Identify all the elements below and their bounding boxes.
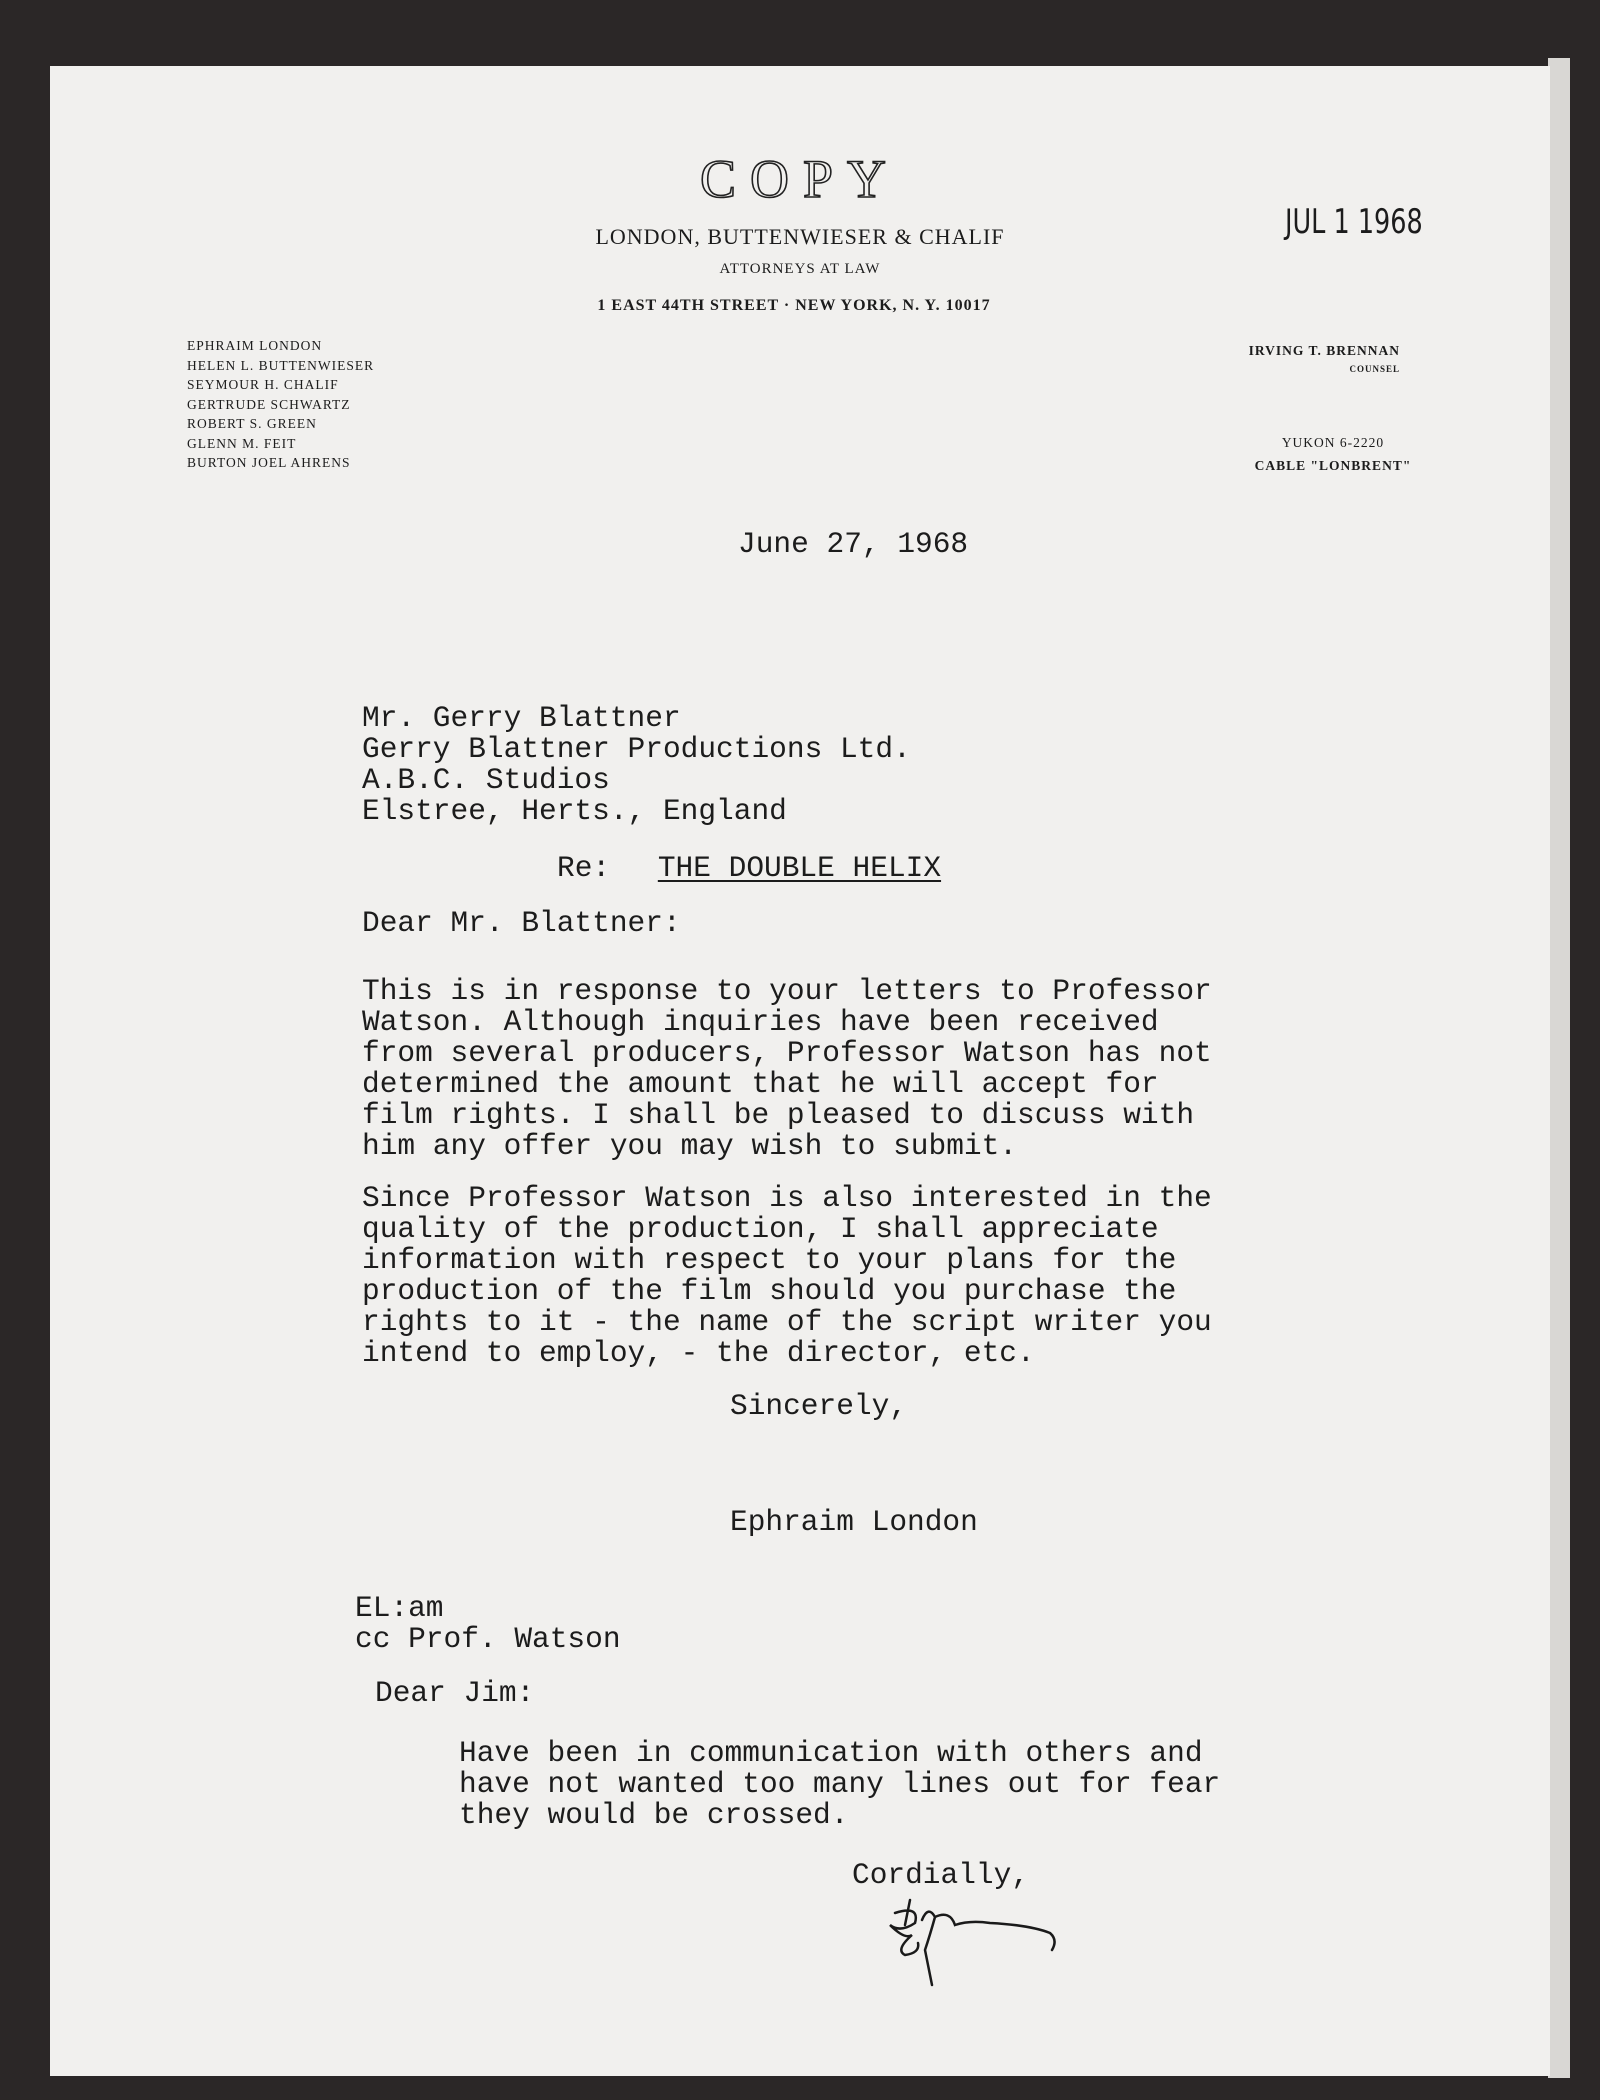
re-label: Re:: [557, 851, 611, 885]
letter-date: June 27, 1968: [738, 527, 969, 561]
address-line: Elstree, Herts., England: [362, 794, 787, 828]
text-line: from several producers, Professor Watson has not: [362, 1036, 1212, 1070]
text-line: Have been in communication with others and: [459, 1736, 1203, 1770]
text-line: information with respect to your plans for the: [362, 1243, 1177, 1277]
address-line: Gerry Blattner Productions Ltd.: [362, 732, 911, 766]
text-line: determined the amount that he will accept for: [362, 1067, 1159, 1101]
text-line: rights to it - the name of the script writer you: [362, 1305, 1212, 1339]
partner-name: GERTRUDE SCHWARTZ: [187, 396, 351, 412]
page-edge: [1548, 58, 1570, 2078]
partner-name: SEYMOUR H. CHALIF: [187, 377, 339, 392]
text-line: film rights. I shall be pleased to discuss with: [362, 1098, 1195, 1132]
typist-initials: EL:am: [355, 1591, 444, 1625]
phone-number: YUKON 6-2220: [1281, 435, 1385, 450]
text-line: Watson. Although inquiries have been received: [362, 1005, 1159, 1039]
text-line: him any offer you may wish to submit.: [362, 1129, 1018, 1163]
postscript-body: [459, 1738, 1220, 1831]
text-line: they would be crossed.: [459, 1798, 849, 1832]
counsel-name: IRVING T. BRENNAN: [1248, 343, 1400, 358]
partner-name: BURTON JOEL AHRENS: [187, 455, 351, 470]
firm-address: 1 EAST 44TH STREET · NEW YORK, N. Y. 10017: [597, 297, 991, 314]
closing: Sincerely,: [730, 1389, 908, 1423]
paragraph-1: [362, 976, 1212, 1162]
postscript-salutation: Dear Jim:: [375, 1676, 535, 1710]
text-line: This is in response to your letters to Professor: [362, 974, 1212, 1008]
partner-name: HELEN L. BUTTENWIESER: [187, 357, 375, 373]
partner-name: GLENN M. FEIT: [187, 435, 297, 451]
salutation: Dear Mr. Blattner:: [362, 906, 681, 940]
postscript-closing: Cordially,: [852, 1858, 1030, 1892]
partner-name: ROBERT S. GREEN: [187, 416, 317, 431]
partners-list: [187, 336, 374, 473]
text-line: Since Professor Watson is also interested in the: [362, 1181, 1212, 1215]
partner-name: EPHRAIM LONDON: [187, 338, 323, 353]
firm-subtitle: ATTORNEYS AT LAW: [719, 261, 881, 277]
address-line: A.B.C. Studios: [362, 763, 610, 797]
re-title: THE DOUBLE HELIX: [657, 851, 942, 885]
re-line: [557, 853, 941, 884]
counsel-title: COUNSEL: [1349, 364, 1400, 374]
text-line: quality of the production, I shall appreciate: [362, 1212, 1159, 1246]
address-line: Mr. Gerry Blattner: [362, 701, 681, 735]
cable-address: CABLE "LONBRENT": [1254, 458, 1412, 473]
text-line: have not wanted too many lines out for fear: [459, 1767, 1221, 1801]
received-stamp: JUL 1 1968: [1285, 202, 1423, 242]
cc-line: cc Prof. Watson: [355, 1622, 621, 1656]
recipient-address: [362, 703, 911, 827]
handwritten-signature: [880, 1895, 1080, 1990]
text-line: intend to employ, - the director, etc.: [362, 1336, 1035, 1370]
text-line: production of the film should you purchase the: [362, 1274, 1177, 1308]
paragraph-2: [362, 1183, 1212, 1369]
signer-name: Ephraim London: [730, 1505, 978, 1539]
copy-mark: COPY: [699, 149, 901, 209]
firm-name: LONDON, BUTTENWIESER & CHALIF: [595, 224, 1005, 249]
